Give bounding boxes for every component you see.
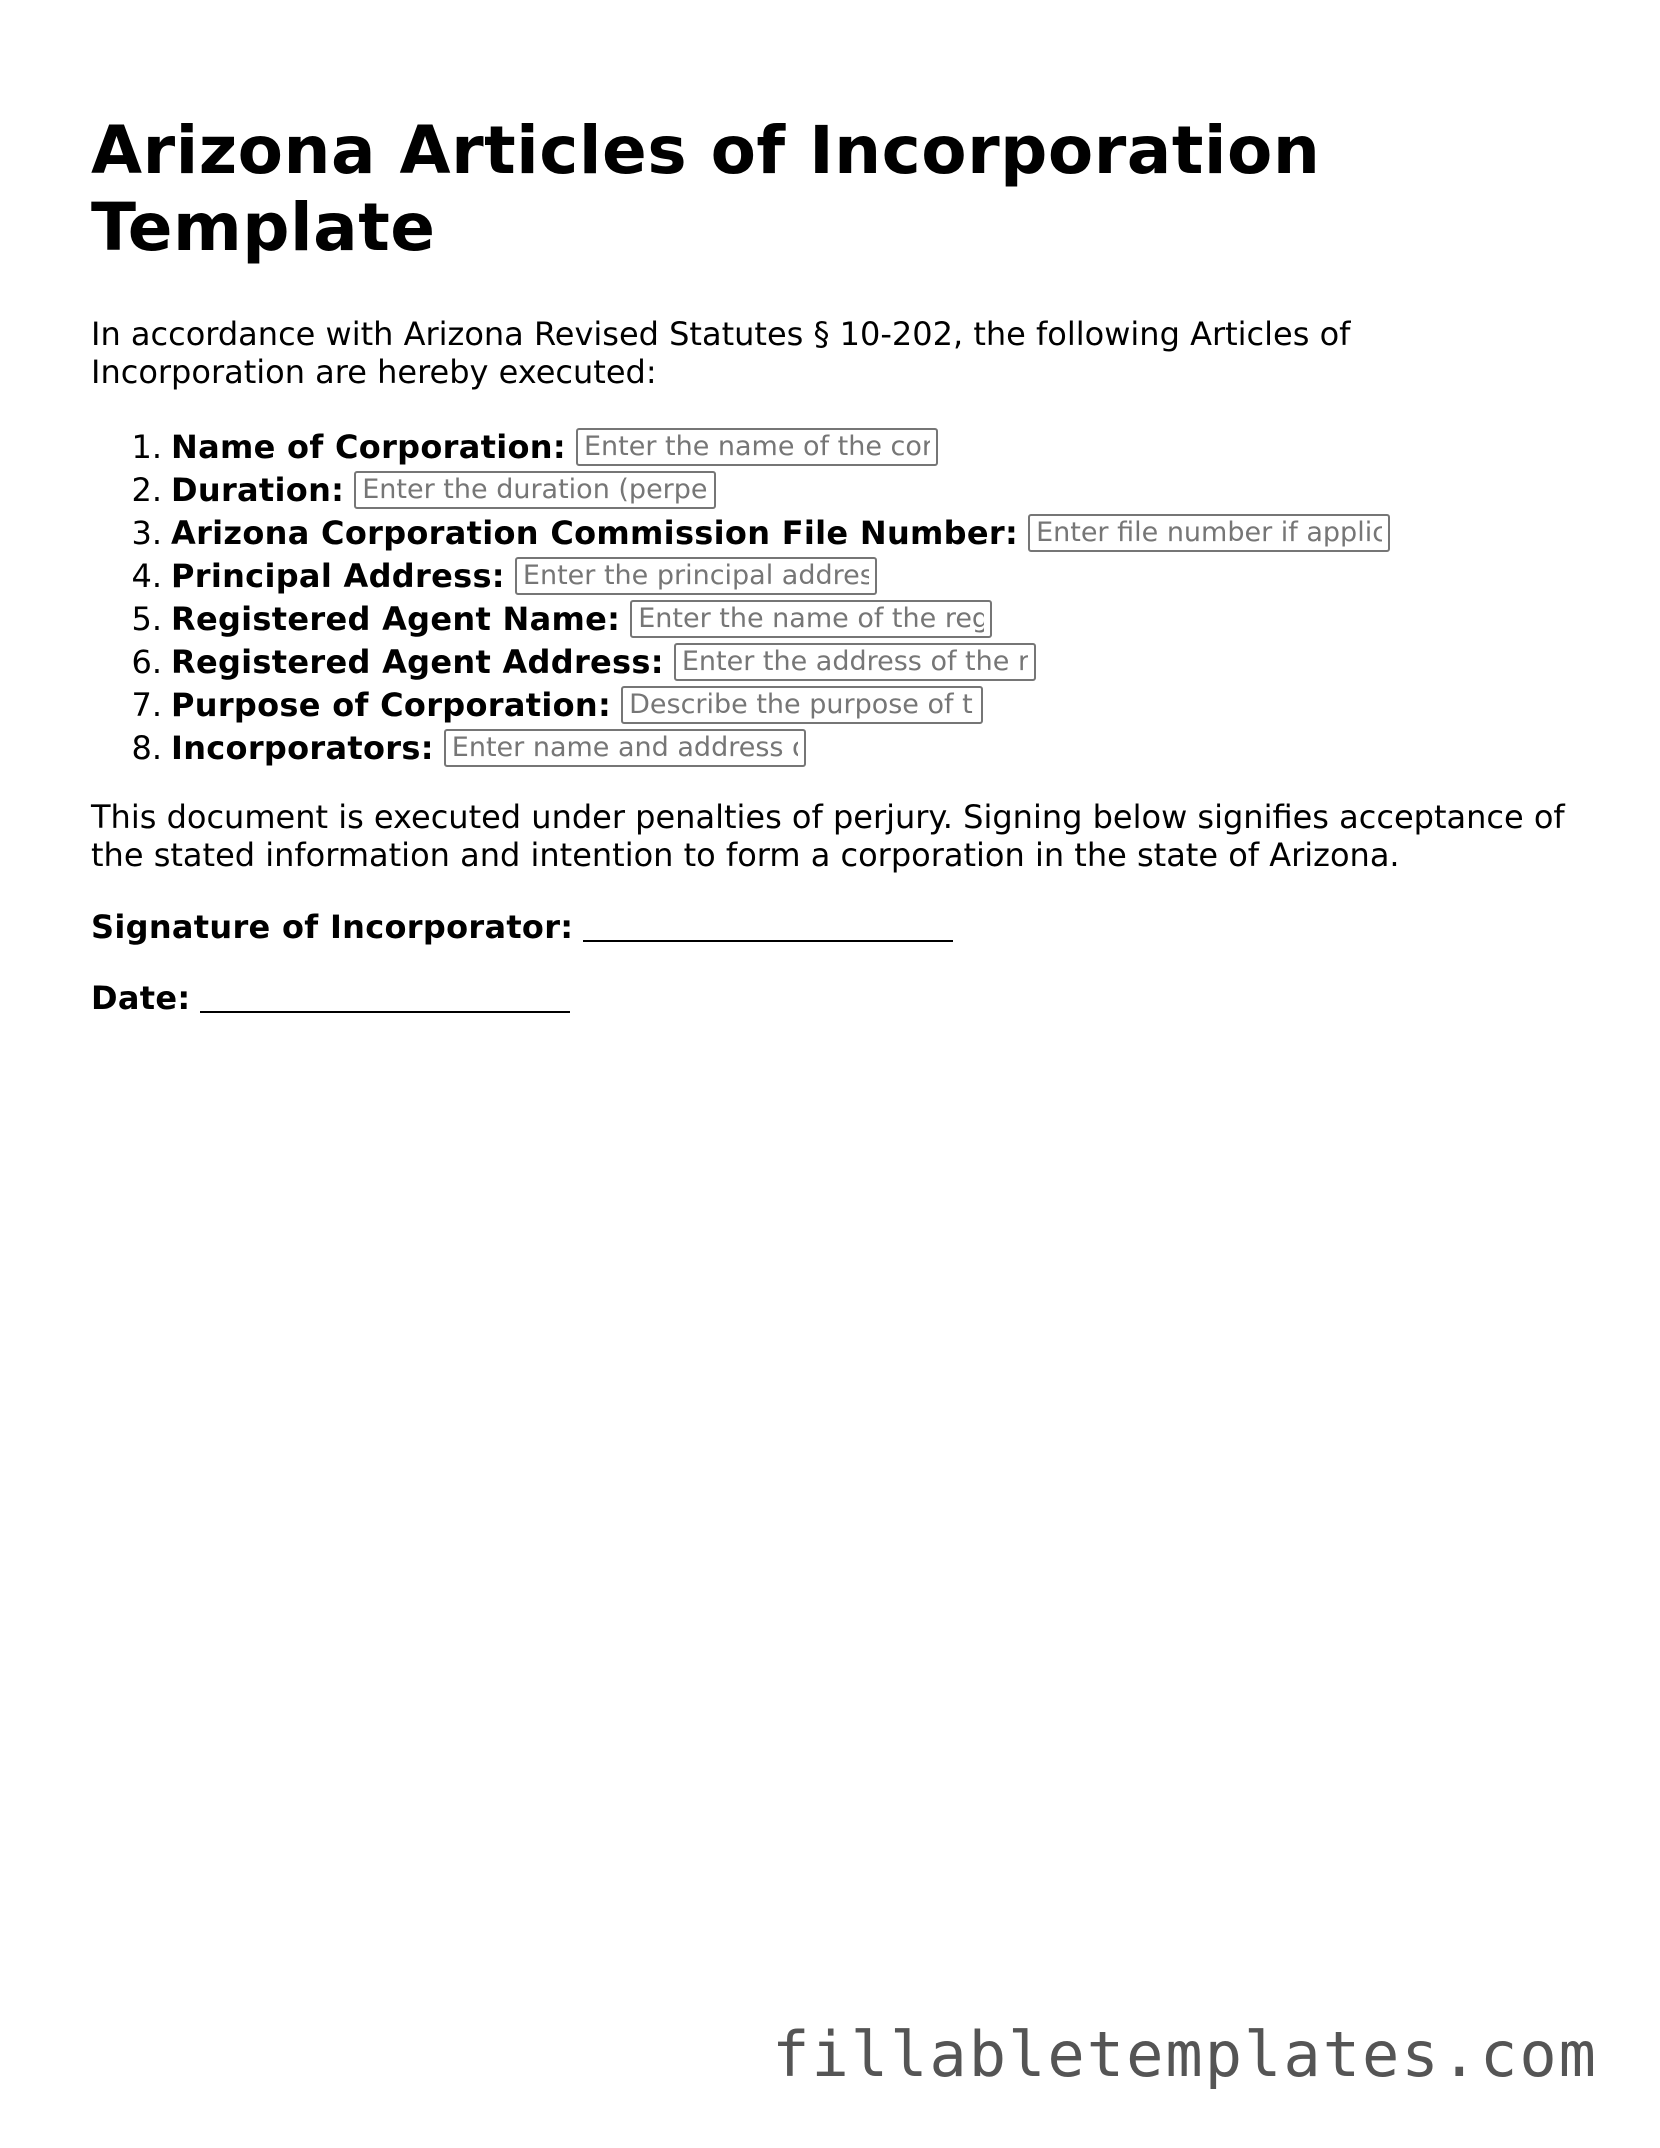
field-registered-agent-name (91, 597, 1571, 640)
field-label: Purpose of Corporation: (171, 685, 612, 724)
signature-label: Signature of Incorporator: (91, 908, 574, 946)
date-line (91, 977, 570, 1017)
duration-input[interactable] (354, 471, 716, 509)
field-label: Registered Agent Address: (171, 642, 664, 681)
field-number: 5. (131, 599, 162, 638)
field-label: Name of Corporation: (171, 427, 566, 466)
registered-agent-address-input[interactable] (674, 643, 1036, 681)
field-label: Registered Agent Name: (171, 599, 621, 638)
name-of-corporation-input[interactable] (576, 428, 938, 466)
registered-agent-name-input[interactable] (630, 600, 992, 638)
field-incorporators (91, 726, 1571, 769)
field-label: Duration: (171, 470, 345, 509)
perjury-statement: This document is executed under penalties of perjury. Signing below signifies acceptance of the stated information and intention to form a corporation in the state of Arizona. (91, 798, 1565, 874)
field-number: 1. (131, 427, 162, 466)
file-number-input[interactable] (1028, 514, 1390, 552)
field-name-of-corporation (91, 425, 1571, 468)
purpose-input[interactable] (621, 686, 983, 724)
field-number: 3. (131, 513, 162, 552)
field-label: Arizona Corporation Commission File Number: (171, 513, 1019, 552)
field-number: 7. (131, 685, 162, 724)
field-file-number (91, 511, 1571, 554)
field-number: 4. (131, 556, 162, 595)
fields-list (91, 425, 1571, 769)
field-number: 8. (131, 728, 162, 767)
field-purpose (91, 683, 1571, 726)
signature-blank[interactable] (583, 910, 953, 942)
field-registered-agent-address (91, 640, 1571, 683)
principal-address-input[interactable] (515, 557, 877, 595)
field-label: Principal Address: (171, 556, 505, 595)
date-label: Date: (91, 979, 191, 1017)
watermark: fillabletemplates.com (772, 2018, 1598, 2091)
incorporators-input[interactable] (444, 729, 806, 767)
field-number: 6. (131, 642, 162, 681)
field-principal-address (91, 554, 1571, 597)
field-label: Incorporators: (171, 728, 434, 767)
page-title: Arizona Articles of Incorporation Template (91, 112, 1321, 266)
field-duration (91, 468, 1571, 511)
field-number: 2. (131, 470, 162, 509)
signature-line (91, 906, 953, 946)
intro-paragraph: In accordance with Arizona Revised Statutes § 10-202, the following Articles of Incorporation are hereby executed: (91, 315, 1351, 391)
date-blank[interactable] (200, 981, 570, 1013)
